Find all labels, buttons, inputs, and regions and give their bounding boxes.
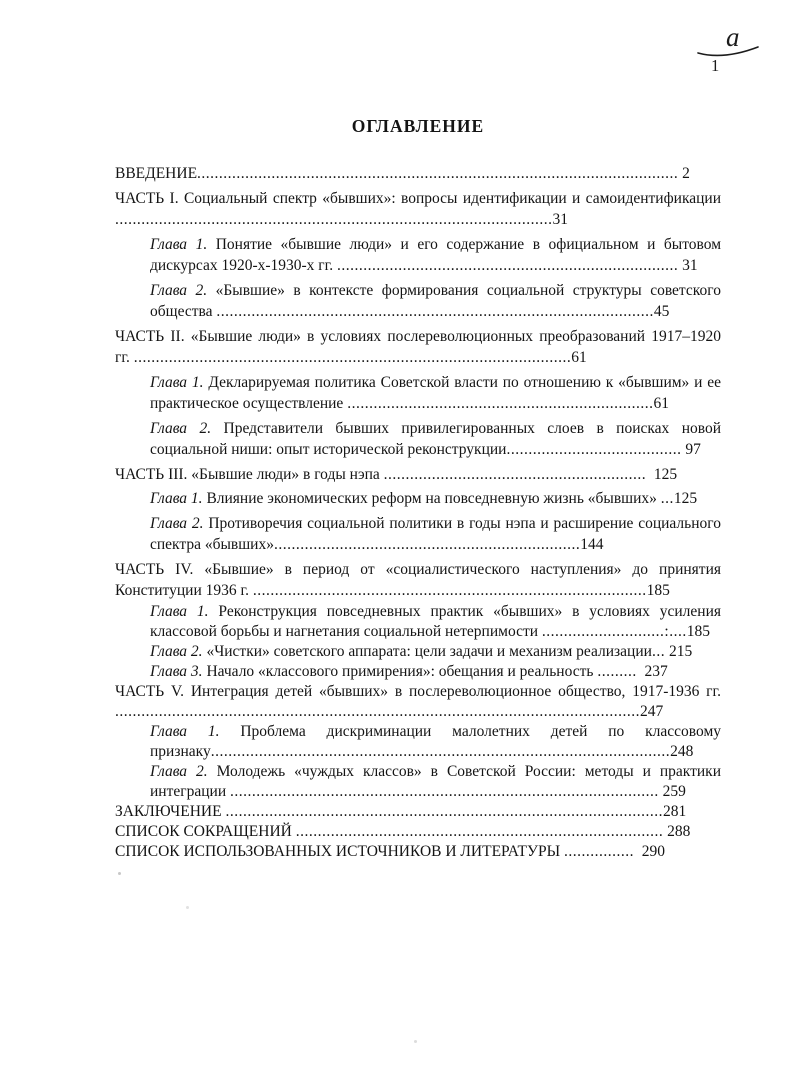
toc-entry xyxy=(115,559,721,602)
toc-entry-text: СПИСОК ИСПОЛЬЗОВАННЫХ ИСТОЧНИКОВ И ЛИТЕРАТУРЫ xyxy=(115,842,564,860)
toc-entry-prefix: Глава 1. xyxy=(150,373,209,391)
toc-page-number: 247 xyxy=(640,702,664,720)
scan-speck xyxy=(186,906,189,909)
toc-entry xyxy=(150,513,721,556)
toc-entry-prefix: Глава 2. xyxy=(150,419,224,437)
toc-page-number: 237 xyxy=(636,662,668,680)
toc-entry-text: Начало «классового примирения»: обещания и реальность xyxy=(206,662,598,680)
toc-page-number: 61 xyxy=(571,349,587,366)
toc-page-number: 281 xyxy=(662,802,687,820)
dot-leader: ............................:.... xyxy=(541,622,687,640)
dot-leader: ........................................ xyxy=(506,441,682,458)
toc-entry-prefix: Глава 3. xyxy=(150,662,207,680)
dot-leader: .................................................................................................... xyxy=(216,303,654,320)
toc-entry-text: ЗАКЛЮЧЕНИЕ xyxy=(115,802,226,820)
dot-leader: ... xyxy=(660,490,674,507)
toc-entry-text: ЧАСТЬ IV. «Бывшие» в период от «социалистического наступления» до принятия Конституции 1936 г. xyxy=(115,560,721,599)
toc-page-number: 288 xyxy=(663,822,691,840)
dot-leader: .................................................................................................... xyxy=(133,349,572,366)
toc-entry-prefix: Глава 2. xyxy=(150,762,217,780)
toc-entry xyxy=(150,642,721,662)
dot-leader: ...................................................................... xyxy=(273,536,581,553)
toc-entry xyxy=(150,488,721,510)
toc-entry-text: ЧАСТЬ I. Социальный спектр «бывших»: вопросы идентификации и самоидентификации xyxy=(115,189,721,207)
table-of-contents xyxy=(115,163,721,862)
handwritten-mark-letter: a xyxy=(726,22,740,52)
toc-entry xyxy=(150,662,721,682)
dot-leader: .............................................................................................................. xyxy=(197,165,679,182)
toc-entry-text: «Бывшие» в контексте формирования социальной структуры советского общества xyxy=(150,281,721,320)
toc-page-number: 2 xyxy=(678,165,690,182)
toc-entry-prefix: Глава 2. xyxy=(150,642,207,660)
dot-leader: .................................................................................... xyxy=(295,822,664,840)
dot-leader: ......... xyxy=(597,662,637,680)
toc-entry xyxy=(150,280,721,323)
dot-leader: ......................................................................................................... xyxy=(210,742,671,760)
toc-page-number: 215 xyxy=(665,642,693,660)
toc-page-number: 259 xyxy=(658,782,686,800)
toc-entry xyxy=(150,372,721,415)
scan-speck xyxy=(414,1040,417,1043)
toc-entry xyxy=(150,722,721,762)
toc-page-number: 31 xyxy=(678,257,698,274)
toc-entry-text: Проблема дискриминации малолетних детей по классовому признаку xyxy=(150,722,722,760)
toc-entry-text: Молодежь «чуждых классов» в Советской России: методы и практики интеграции xyxy=(150,762,721,800)
toc-entry xyxy=(150,234,721,277)
toc-entry xyxy=(150,762,721,802)
toc-entry xyxy=(115,188,721,231)
dot-leader: .............................................................................. xyxy=(337,257,679,274)
toc-entry-text: Декларируемая политика Советской власти по отношению к «бывшим» и ее практическое осуществление xyxy=(150,373,722,412)
toc-entry xyxy=(115,822,721,842)
toc-entry-text: ЧАСТЬ V. Интеграция детей «бывших» в послереволюционное общество, 1917-1936 гг. xyxy=(115,682,721,700)
toc-entry-text: СПИСОК СОКРАЩЕНИЙ xyxy=(115,822,296,840)
dot-leader: ...................................................................... xyxy=(347,395,654,412)
toc-page-number: 144 xyxy=(580,536,604,553)
toc-entry-prefix: Глава 1. xyxy=(150,722,241,740)
toc-entry-text: Противоречия социальной политики в годы нэпа и расширение социального спектра «бывших» xyxy=(150,514,722,553)
toc-entry-text: ЧАСТЬ II. «Бывшие люди» в условиях послереволюционных преобразований 1917–1920 гг. xyxy=(115,327,721,366)
dot-leader: ................ xyxy=(564,842,634,860)
toc-entry-text: ЧАСТЬ III. «Бывшие люди» в годы нэпа xyxy=(115,465,384,483)
toc-entry-text: Влияние экономических реформ на повседневную жизнь «бывших» xyxy=(206,490,661,507)
toc-entry-text: Представители бывших привилегированных слоев в поисках новой социальной ниши: опыт исторической реконструкции xyxy=(150,419,722,458)
toc-entry xyxy=(150,602,721,642)
toc-entry-prefix: Глава 2. xyxy=(150,514,209,532)
toc-page-number: 125 xyxy=(673,490,698,507)
toc-page-number: 290 xyxy=(634,842,665,860)
toc-page-number: 185 xyxy=(646,582,670,599)
toc-entry xyxy=(115,802,721,822)
dot-leader: .......................................................................................... xyxy=(252,582,647,599)
dot-leader: .................................................................................................... xyxy=(225,802,663,820)
dot-leader: ... xyxy=(651,642,666,660)
toc-page-number: 125 xyxy=(646,465,678,483)
scan-speck xyxy=(118,872,121,875)
toc-page-number: 248 xyxy=(670,742,694,760)
toc-entry xyxy=(115,464,721,486)
page-content xyxy=(115,116,721,862)
toc-page-number: 185 xyxy=(686,622,710,640)
handwritten-mark-icon xyxy=(692,20,772,64)
toc-page-number: 61 xyxy=(653,395,669,412)
dot-leader: ............................................................ xyxy=(383,465,647,483)
sheet-page-number: 1 xyxy=(711,56,720,75)
page-title: ОГЛАВЛЕНИЕ xyxy=(351,116,485,136)
toc-entry-text: ВВЕДЕНИЕ xyxy=(115,165,198,182)
toc-entry xyxy=(150,418,721,461)
toc-entry-prefix: Глава 1. xyxy=(150,602,219,620)
toc-entry xyxy=(115,163,721,185)
toc-entry-text: Понятие «бывшие люди» и его содержание в официальном и бытовом дискурсах 1920-х-1930-х гг. xyxy=(150,235,722,274)
dot-leader: .................................................................................................. xyxy=(230,782,659,800)
toc-entry-prefix: Глава 2. xyxy=(150,281,216,299)
toc-entry-text: Реконструкция повседневных практик «бывших» в условиях усиления классовой борьбы и нагнетания социальной нетерпимости xyxy=(150,602,721,640)
toc-entry-prefix: Глава 1. xyxy=(150,235,216,253)
handwritten-mark xyxy=(692,20,772,69)
toc-entry xyxy=(115,326,721,369)
toc-page-number: 97 xyxy=(681,441,701,458)
dot-leader: .................................................................................................... xyxy=(115,211,553,228)
toc-page-number: 45 xyxy=(653,303,670,320)
toc-entry-prefix: Глава 1. xyxy=(150,490,207,507)
toc-entry xyxy=(115,682,721,722)
toc-entry-text: «Чистки» советского аппарата: цели задачи и механизм реализации xyxy=(206,642,652,660)
toc-entry xyxy=(115,842,721,862)
dot-leader: ........................................................................................................................ xyxy=(115,702,640,720)
toc-page-number: 31 xyxy=(552,211,568,228)
